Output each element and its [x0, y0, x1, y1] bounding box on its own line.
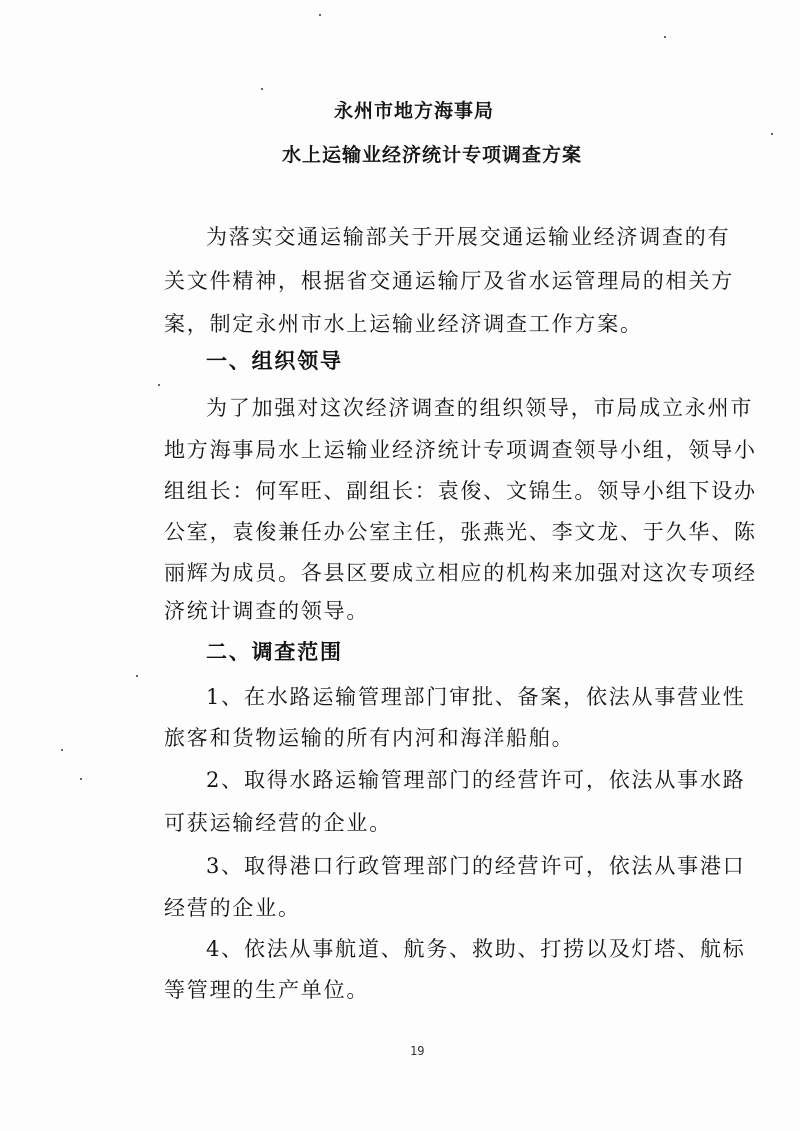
section-body-line: 组组长：何军旺、副组长：袁俊、文锦生。领导小组下设办: [164, 479, 757, 503]
scope-item-line: 3、取得港口行政管理部门的经营许可，依法从事港口: [206, 854, 746, 878]
section-heading-scope: 二、调查范围: [206, 639, 343, 664]
scope-item-line: 2、取得水路运输管理部门的经营许可，依法从事水路: [206, 768, 746, 792]
section-body-line: 为了加强对这次经济调查的组织领导，市局成立永州市: [206, 396, 754, 420]
intro-line: 为落实交通运输部关于开展交通运输业经济调查的有: [206, 225, 731, 249]
scope-item-line: 4、依法从事航道、航务、救助、打捞以及灯塔、航标: [206, 937, 746, 961]
scope-item-line: 等管理的生产单位。: [164, 978, 370, 1002]
scan-speck: [664, 36, 666, 38]
scope-item-line: 可获运输经营的企业。: [164, 811, 392, 835]
section-body-line: 济统计调查的领导。: [164, 599, 370, 623]
scan-speck: [319, 14, 321, 16]
section-body-line: 地方海事局水上运输业经济统计专项调查领导小组，领导小: [164, 438, 757, 462]
scan-speck: [61, 749, 63, 751]
section-body-line: 丽辉为成员。各县区要成立相应的机构来加强对这次专项经: [164, 561, 757, 585]
scan-speck: [136, 675, 138, 677]
page-number: 19: [410, 1044, 425, 1058]
document-title-organization: 永州市地方海事局: [333, 100, 494, 122]
scope-item-line: 经营的企业。: [164, 896, 301, 920]
scope-item-line: 旅客和货物运输的所有内河和海洋船舶。: [164, 726, 575, 750]
scope-item-line: 1、在水路运输管理部门审批、备案，依法从事营业性: [206, 685, 746, 709]
scan-speck: [80, 778, 82, 780]
scan-speck: [158, 384, 160, 386]
intro-line: 关文件精神，根据省交通运输厅及省水运管理局的相关方: [164, 269, 734, 293]
section-heading-organization: 一、组织领导: [206, 348, 343, 373]
scan-speck: [261, 88, 263, 90]
intro-line: 案，制定永州市水上运输业经济调查工作方案。: [164, 312, 643, 336]
document-title-main: 水上运输业经济统计专项调查方案: [281, 144, 582, 166]
scan-speck: [771, 133, 773, 135]
section-body-line: 公室，袁俊兼任办公室主任，张燕光、李文龙、于久华、陈: [164, 520, 757, 544]
